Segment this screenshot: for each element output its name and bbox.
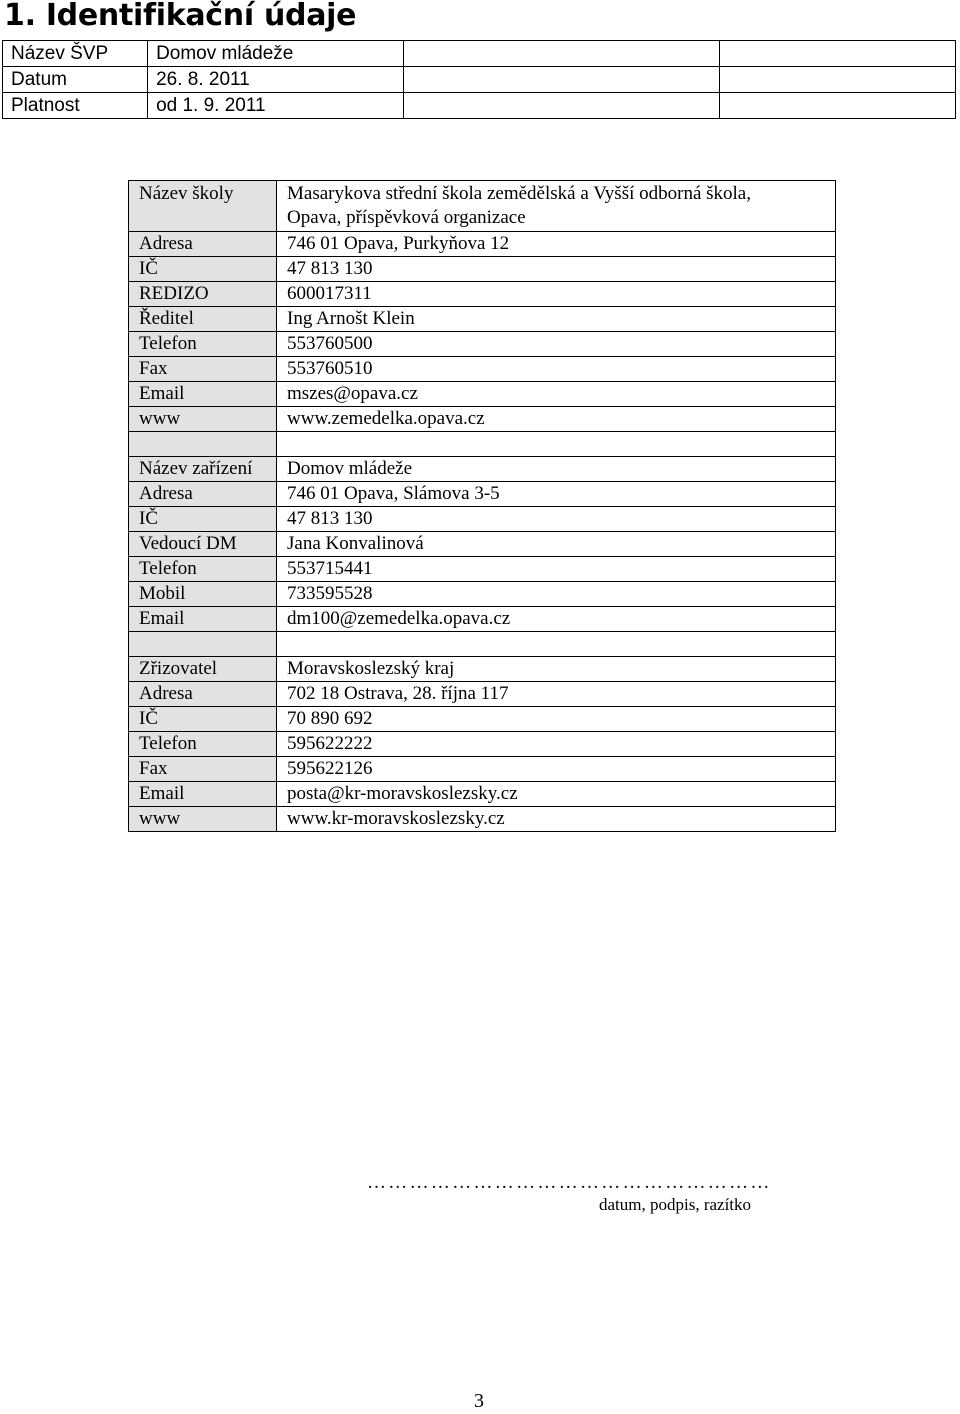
row-value: 746 01 Opava, Purkyňova 12 (277, 232, 836, 257)
row-value: 595622126 (277, 757, 836, 782)
table-row (129, 532, 836, 557)
table-row (129, 607, 836, 632)
row-label: Telefon (129, 732, 277, 757)
row-value: od 1. 9. 2011 (148, 93, 404, 119)
table-row (129, 557, 836, 582)
row-label: Vedoucí DM (129, 532, 277, 557)
row-label: Platnost (3, 93, 148, 119)
table-row (129, 382, 836, 407)
row-label: IČ (129, 507, 277, 532)
table-row (129, 407, 836, 432)
table-row (129, 782, 836, 807)
row-value: www.kr-moravskoslezsky.cz (277, 807, 836, 832)
empty-cell (277, 432, 836, 457)
table-row (129, 707, 836, 732)
table-row (129, 307, 836, 332)
empty-cell (129, 632, 277, 657)
row-value: 553715441 (277, 557, 836, 582)
row-value: 746 01 Opava, Slámova 3-5 (277, 482, 836, 507)
row-label: REDIZO (129, 282, 277, 307)
table-row (129, 332, 836, 357)
row-value (277, 181, 836, 232)
row-value: mszes@opava.cz (277, 382, 836, 407)
table-row (129, 657, 836, 682)
spacer-row (129, 632, 836, 657)
spacer-row (129, 432, 836, 457)
row-label: Fax (129, 357, 277, 382)
empty-cell (403, 41, 719, 67)
row-value: Ing Arnošt Klein (277, 307, 836, 332)
row-label: Email (129, 782, 277, 807)
table-row (129, 357, 836, 382)
table-row (129, 682, 836, 707)
row-value: 47 813 130 (277, 507, 836, 532)
row-value: 70 890 692 (277, 707, 836, 732)
row-value: 702 18 Ostrava, 28. října 117 (277, 682, 836, 707)
row-value: www.zemedelka.opava.cz (277, 407, 836, 432)
row-value: 47 813 130 (277, 257, 836, 282)
empty-cell (720, 93, 956, 119)
page-number: 3 (474, 1390, 484, 1412)
school-name-line: Opava, příspěvková organizace (287, 207, 526, 228)
row-label: Ředitel (129, 307, 277, 332)
empty-cell (403, 67, 719, 93)
row-label: Datum (3, 67, 148, 93)
table-row (3, 67, 956, 93)
school-name-line: Masarykova střední škola zemědělská a Vyšší odborná škola, (287, 183, 751, 204)
row-label: Telefon (129, 557, 277, 582)
row-label: IČ (129, 257, 277, 282)
table-row (129, 507, 836, 532)
row-value: 600017311 (277, 282, 836, 307)
empty-cell (129, 432, 277, 457)
row-value: 733595528 (277, 582, 836, 607)
row-value: 553760510 (277, 357, 836, 382)
table-row (129, 181, 836, 232)
document-info-table (2, 40, 956, 119)
row-label: Název školy (129, 181, 277, 232)
table-row (129, 582, 836, 607)
row-value: 553760500 (277, 332, 836, 357)
row-value: dm100@zemedelka.opava.cz (277, 607, 836, 632)
table-row (129, 232, 836, 257)
row-label: Název ŠVP (3, 41, 148, 67)
row-label: Adresa (129, 232, 277, 257)
row-label: Zřizovatel (129, 657, 277, 682)
row-label: www (129, 407, 277, 432)
row-label: Adresa (129, 682, 277, 707)
table-row (129, 757, 836, 782)
row-value: Jana Konvalinová (277, 532, 836, 557)
empty-cell (403, 93, 719, 119)
signature-caption: datum, podpis, razítko (599, 1195, 752, 1214)
table-row (129, 457, 836, 482)
row-label: Fax (129, 757, 277, 782)
table-row (129, 257, 836, 282)
identification-table (128, 180, 836, 832)
table-row (129, 807, 836, 832)
empty-cell (277, 632, 836, 657)
row-value: Domov mládeže (277, 457, 836, 482)
row-value: Domov mládeže (148, 41, 404, 67)
row-label: Adresa (129, 482, 277, 507)
table-row (129, 482, 836, 507)
table-row (3, 93, 956, 119)
row-label: www (129, 807, 277, 832)
section-heading: 1. Identifikační údaje (4, 0, 357, 33)
empty-cell (720, 67, 956, 93)
row-label: Mobil (129, 582, 277, 607)
row-value: Moravskoslezský kraj (277, 657, 836, 682)
row-label: IČ (129, 707, 277, 732)
table-row (129, 732, 836, 757)
row-value: 26. 8. 2011 (148, 67, 404, 93)
row-label: Email (129, 607, 277, 632)
row-value: 595622222 (277, 732, 836, 757)
row-label: Název zařízení (129, 457, 277, 482)
table-row (129, 282, 836, 307)
row-value: posta@kr-moravskoslezsky.cz (277, 782, 836, 807)
signature-line: ………………………………………………… (367, 1172, 772, 1193)
row-label: Email (129, 382, 277, 407)
empty-cell (720, 41, 956, 67)
table-row (3, 41, 956, 67)
row-label: Telefon (129, 332, 277, 357)
